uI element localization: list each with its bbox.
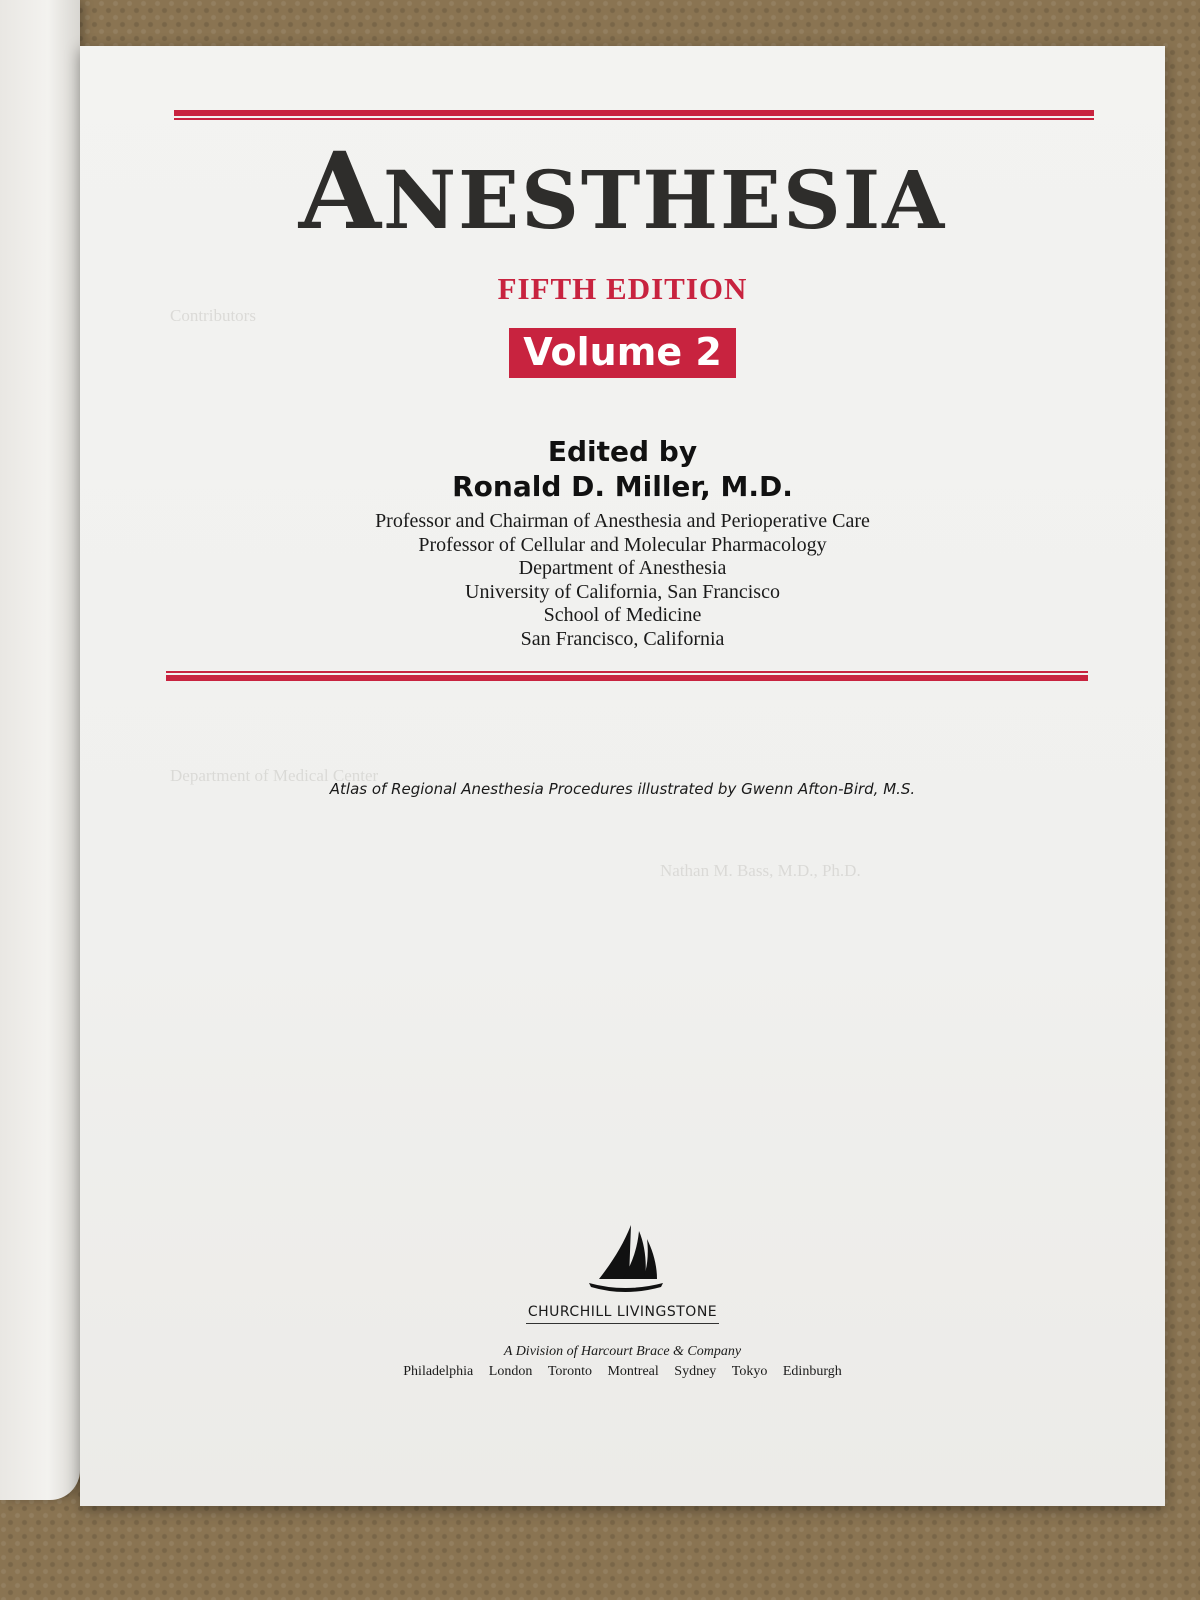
editor-name: Ronald D. Miller, M.D. (452, 470, 793, 503)
publisher-name: CHURCHILL LIVINGSTONE (80, 1304, 1165, 1324)
atlas-credit: Atlas of Regional Anesthesia Procedures illustrated by Gwenn Afton-Bird, M.S. (329, 780, 916, 798)
volume-badge-wrap (80, 328, 1165, 378)
publisher-cities (80, 1364, 1165, 1380)
city: Montreal (607, 1364, 659, 1379)
bottom-red-rule (166, 671, 1088, 681)
affiliation-line: San Francisco, California (520, 627, 725, 650)
volume-badge: Volume 2 (509, 328, 736, 378)
book-title: ANESTHESIA (298, 128, 947, 253)
affiliation-line: University of California, San Francisco (465, 580, 780, 603)
city: Sydney (674, 1364, 717, 1379)
edition-label: FIFTH EDITION (497, 271, 748, 306)
city: London (488, 1364, 533, 1379)
affiliation-line: Professor of Cellular and Molecular Pharmacology (418, 533, 827, 556)
affiliation-line: Department of Anesthesia (518, 557, 727, 579)
city: Tokyo (731, 1364, 768, 1379)
city: Toronto (547, 1364, 592, 1379)
publisher-division: A Division of Harcourt Brace & Company (503, 1344, 742, 1359)
title-page: Contributors Department of Medical Center Nathan M. Bass, M.D., Ph.D. ANESTHESIA FIFTH EDITION Volume 2 Edited by Ronald D. Miller, M.D. Professor and Chairman of Anesthesia and Perioperative Care Professor of Cellular and Molecular Pharmacology Department of Anesthesia University of California, San Francisco School of Medicine San Francisco, California Atlas of Regional Anesthesia Procedures illustrated by Gwenn Afton-Bird, M.S. CHURCHILL LIVINGSTONE A Division of Harcourt Brace & Company Philadelphia London Toronto Montreal Sydney Tokyo Edinburgh (80, 46, 1165, 1506)
affiliation-line: School of Medicine (543, 604, 702, 626)
affiliation-line: Professor and Chairman of Anesthesia and Perioperative Care (375, 510, 870, 532)
facing-page-edge (0, 0, 80, 1500)
city: Edinburgh (782, 1364, 842, 1379)
top-red-rule (174, 110, 1094, 120)
edited-by-label: Edited by (547, 435, 698, 468)
sailboat-logo-icon (585, 1221, 665, 1301)
editor-affiliations (80, 510, 1165, 651)
city: Philadelphia (403, 1364, 474, 1379)
